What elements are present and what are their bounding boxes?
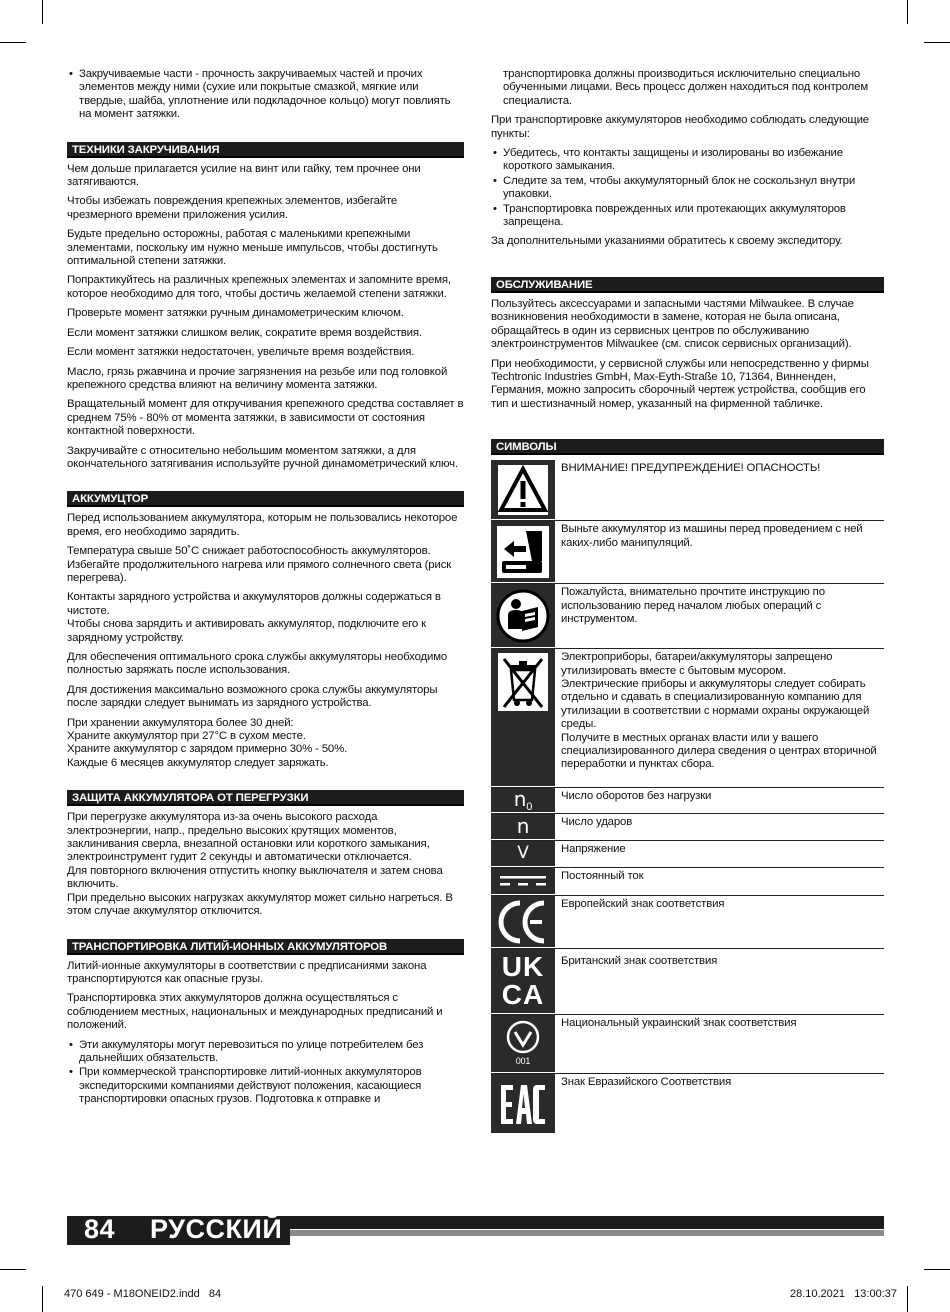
footer-shadow bbox=[290, 1230, 884, 1236]
symbol-row bbox=[491, 868, 884, 896]
paragraph: Проверьте момент затяжки ручным динамометрическим ключом. bbox=[67, 307, 404, 320]
paragraph: Если момент затяжки слишком велик, сократите время воздействия. bbox=[67, 326, 422, 339]
section-heading-transport: ТРАНСПОРТИРОВКА ЛИТИЙ-ИОННЫХ АККУМУЛЯТОРОВ bbox=[67, 939, 464, 955]
paragraph: Электроприборы, батареи/аккумуляторы запрещено утилизировать вместе с бытовым мусором. Электрические приборы и аккумуляторы следует собирать отдельно и сдавать в специализированную компанию для утилизации в соответствии с нормами охраны окружающей среды. Получите в местных органах власти или у вашего специализированного дилера сведения о центрах вторичной переработки и пунктах сбора. bbox=[561, 651, 877, 771]
crop-mark bbox=[924, 42, 950, 43]
list-item: • Убедитесь, что контакты защищены и изолированы во избежание короткого замыкания. bbox=[491, 147, 884, 174]
logo-code: 001 bbox=[515, 1055, 531, 1066]
paragraph: Транспортировка этих аккумуляторов должна осуществляться с соблюдением местных, национальных и международных предписаний и положений. bbox=[67, 992, 443, 1032]
section-heading-tightening: ТЕХНИКИ ЗАКРУЧИВАНИЯ bbox=[67, 142, 464, 158]
paragraph: Чтобы избежать повреждения крепежных элементов, избегайте чрезмерного времени приложения усилия. bbox=[67, 195, 398, 221]
paragraph: Закручивайте с относительно небольшим моментом затяжки, а для окончательного затягивания используйте ручной динамометрический ключ. bbox=[67, 444, 458, 470]
page-language: РУССКИЙ bbox=[150, 1214, 283, 1244]
symbols-table bbox=[491, 460, 884, 1134]
symbol-row bbox=[491, 788, 884, 814]
warning-triangle-icon bbox=[491, 460, 555, 520]
list-item: • Следите за тем, чтобы аккумуляторный блок не соскользнул внутри упаковки. bbox=[491, 175, 884, 202]
logo-text: CA bbox=[501, 979, 545, 1011]
voltage-icon bbox=[491, 841, 555, 867]
crop-mark bbox=[0, 42, 26, 43]
crop-mark bbox=[907, 0, 908, 24]
crop-mark bbox=[42, 0, 43, 24]
paragraph: Для достижения максимально возможного срока службы аккумуляторы после зарядки следует вынимать из зарядного устройства. bbox=[67, 683, 438, 710]
section-heading-battery: АККУМУЦТОР bbox=[67, 491, 464, 507]
crop-mark bbox=[0, 1269, 26, 1270]
paragraph: Чтобы снова зарядить и активировать аккумулятор, подключите его к зарядному устройству. bbox=[67, 618, 426, 644]
logo-text: UK bbox=[501, 951, 545, 983]
symbol-glyph: V bbox=[517, 842, 529, 863]
paragraph: При перегрузке аккумулятора из-за очень высокого расхода электроэнергии, напр., предельно высоких крутящих моментов, заклинивания сверла, внезапной остановки или короткого замыкания, электроинструмент гудит 2 секунды и автоматически отключается. bbox=[67, 811, 430, 864]
symbol-description: Напряжение bbox=[561, 843, 626, 856]
paragraph: Храните аккумулятор с зарядом примерно 30% - 50%. bbox=[67, 743, 348, 756]
symbol-row bbox=[491, 649, 884, 788]
impact-rate-icon bbox=[491, 814, 555, 840]
paragraph: Попрактикуйтесь на различных крепежных элементах и запомните время, которое необходимо для того, чтобы достичь желаемой степени затяжки. bbox=[67, 274, 451, 300]
remove-battery-icon bbox=[491, 521, 555, 583]
paragraph: Перед использованием аккумулятора, которым не пользовались некоторое время, его необходимо зарядить. bbox=[67, 512, 458, 538]
paragraph: Храните аккумулятор при 27°C в сухом месте. bbox=[67, 730, 306, 743]
symbol-description: Выньте аккумулятор из машины перед проведением с ней каких-либо манипуляций. bbox=[561, 523, 863, 549]
symbol-row bbox=[491, 841, 884, 868]
eac-mark-icon bbox=[491, 1074, 555, 1134]
symbol-description: Число ударов bbox=[561, 816, 633, 829]
transport-bullets-left bbox=[67, 1039, 464, 1107]
overload-paragraphs bbox=[67, 811, 464, 918]
symbol-description: Британский знак соответствия bbox=[561, 955, 718, 968]
list-item: • Эти аккумуляторы могут перевозиться по улице потребителем без дальнейших обязательств. bbox=[67, 1039, 464, 1066]
list-item: • Транспортировка поврежденных или протекающих аккумуляторов запрещена. bbox=[491, 203, 884, 230]
right-column bbox=[491, 68, 884, 1134]
weee-bin-icon bbox=[491, 649, 555, 787]
symbol-description: Постоянный ток bbox=[561, 870, 644, 883]
section-heading-overload: ЗАЩИТА АККУМУЛЯТОРА ОТ ПЕРЕГРУЗКИ bbox=[67, 790, 464, 806]
paragraph: Вращательный момент для откручивания крепежного средства составляет в среднем 75% - 80% от момента затяжки, в зависимости от состояния контактной поверхности. bbox=[67, 398, 464, 438]
paragraph: При хранении аккумулятора более 30 дней: bbox=[67, 716, 294, 729]
left-column bbox=[67, 68, 464, 1113]
paragraph: Чем дольше прилагается усилие на винт или гайку, тем прочнее они затягиваются. bbox=[67, 162, 421, 189]
symbol-description: Пожалуйста, внимательно прочтите инструкцию по использованию перед началом любых операций с инструментом. bbox=[561, 586, 825, 625]
list-item: • При коммерческой транспортировке литий-ионных аккумуляторов экспедиторскими компаниями действуют положения, касающиеся транспортировки опасных грузов. Подготовка к отправке и bbox=[67, 1066, 464, 1106]
symbol-glyph: n bbox=[516, 813, 530, 838]
transport-bullets-right bbox=[491, 147, 884, 229]
paragraph: При предельно высоких нагрузках аккумулятор может сильно нагреться. В этом случае аккумулятор отключится. bbox=[67, 891, 453, 918]
ukraine-mark-icon bbox=[491, 1015, 555, 1073]
paragraph: Пользуйтесь аксессуарами и запасными частями Milwaukee. В случае возникновения необходимости в замене, которая не была описана, обращайтесь в один из сервисных центров по обслуживанию электроинструментов Milwaukee (см. список сервисных организаций). bbox=[491, 297, 854, 351]
symbol-description: Знак Евразийского Соответствия bbox=[561, 1076, 732, 1089]
intro-bullets bbox=[67, 68, 464, 122]
slug-file: 470 649 - M18ONEID2.indd 84 bbox=[64, 1288, 222, 1300]
paragraph: При транспортировке аккумуляторов необходимо соблюдать следующие пункты: bbox=[491, 114, 869, 140]
paragraph: Контакты зарядного устройства и аккумуляторов должны содержаться в чистоте. bbox=[67, 591, 441, 617]
ukca-mark-icon bbox=[491, 949, 555, 1014]
paragraph: При необходимости, у сервисной службы или непосредственно у фирмы Techtronic Industries GmbH, Max-Eyth-Straße 10, 71364, Винненден, Германия, можно запросить сборочный чертеж устройства, сообщив его тип и шестизначный номер, указанный на фирменной табличке. bbox=[491, 357, 869, 410]
symbol-subscript: 0 bbox=[526, 801, 533, 814]
symbol-description: ВНИМАНИЕ! ПРЕДУПРЕЖДЕНИЕ! ОПАСНОСТЬ! bbox=[561, 462, 821, 475]
ce-mark-icon bbox=[491, 896, 555, 948]
battery-paragraphs bbox=[67, 512, 464, 770]
section-heading-symbols: СИМВОЛЫ bbox=[491, 439, 884, 455]
crop-mark bbox=[42, 1286, 43, 1312]
symbol-row bbox=[491, 949, 884, 1015]
symbol-glyph: n bbox=[513, 787, 527, 812]
read-manual-icon bbox=[491, 584, 555, 648]
tightening-paragraphs bbox=[67, 163, 464, 472]
crop-mark bbox=[907, 1286, 908, 1312]
slug-date: 28.10.2021 13:00:37 bbox=[789, 1288, 897, 1300]
paragraph: Для повторного включения отпустить кнопку выключателя и затем снова включить. bbox=[67, 864, 443, 891]
section-heading-service: ОБСЛУЖИВАНИЕ bbox=[491, 277, 884, 293]
symbol-description bbox=[555, 649, 884, 787]
symbol-description: Европейский знак соответствия bbox=[561, 898, 725, 911]
symbol-row bbox=[491, 521, 884, 584]
paragraph: Если момент затяжки недостаточен, увеличьте время воздействия. bbox=[67, 346, 415, 359]
list-item: • Закручиваемые части - прочность закручиваемых частей и прочих элементов между ними (сухие или покрытые смазкой, мягкие или твердые, шайба, уплотнение или подкладочное кольцо) могут повлиять на момент затяжки. bbox=[67, 68, 464, 122]
paragraph: Литий-ионные аккумуляторы в соответствии с предписаниями закона транспортируются как опасные грузы. bbox=[67, 959, 427, 985]
paragraph: Будьте предельно осторожны, работая с маленькими крепежными элементами, поскольку им нужно меньше импульсов, чтобы достигнуть оптимальной степени затяжки. bbox=[67, 228, 438, 268]
paragraph: транспортировка должны производиться исключительно специально обученными лицами. Весь процесс должен находиться под контролем специалиста. bbox=[503, 68, 868, 107]
paragraph: Для обеспечения оптимального срока службы аккумуляторы необходимо полностью заряжать после использования. bbox=[67, 651, 448, 677]
symbol-row bbox=[491, 460, 884, 521]
symbol-row bbox=[491, 896, 884, 949]
symbol-row bbox=[491, 584, 884, 649]
symbol-row bbox=[491, 1015, 884, 1074]
paragraph: Масло, грязь ржавчина и прочие загрязнения на резьбе или под головкой крепежного средства влияют на величину момента затяжки. bbox=[67, 365, 448, 391]
symbol-description: Национальный украинский знак соответствия bbox=[561, 1017, 797, 1030]
crop-mark bbox=[924, 1269, 950, 1270]
no-load-speed-icon bbox=[491, 788, 555, 813]
paragraph: Каждые 6 месяцев аккумулятор следует заряжать. bbox=[67, 756, 329, 769]
symbol-description: Число оборотов без нагрузки bbox=[561, 790, 712, 803]
paragraph: Температура свыше 50˚C снижает работоспособность аккумуляторов. Избегайте продолжительного нагрева или прямого солнечного света (риск перегрева). bbox=[67, 545, 452, 584]
page-number: 84 bbox=[84, 1214, 116, 1244]
symbol-row bbox=[491, 814, 884, 841]
symbol-row bbox=[491, 1074, 884, 1134]
direct-current-icon bbox=[491, 868, 555, 895]
paragraph: За дополнительными указаниями обратитесь к своему экспедитору. bbox=[491, 235, 843, 248]
